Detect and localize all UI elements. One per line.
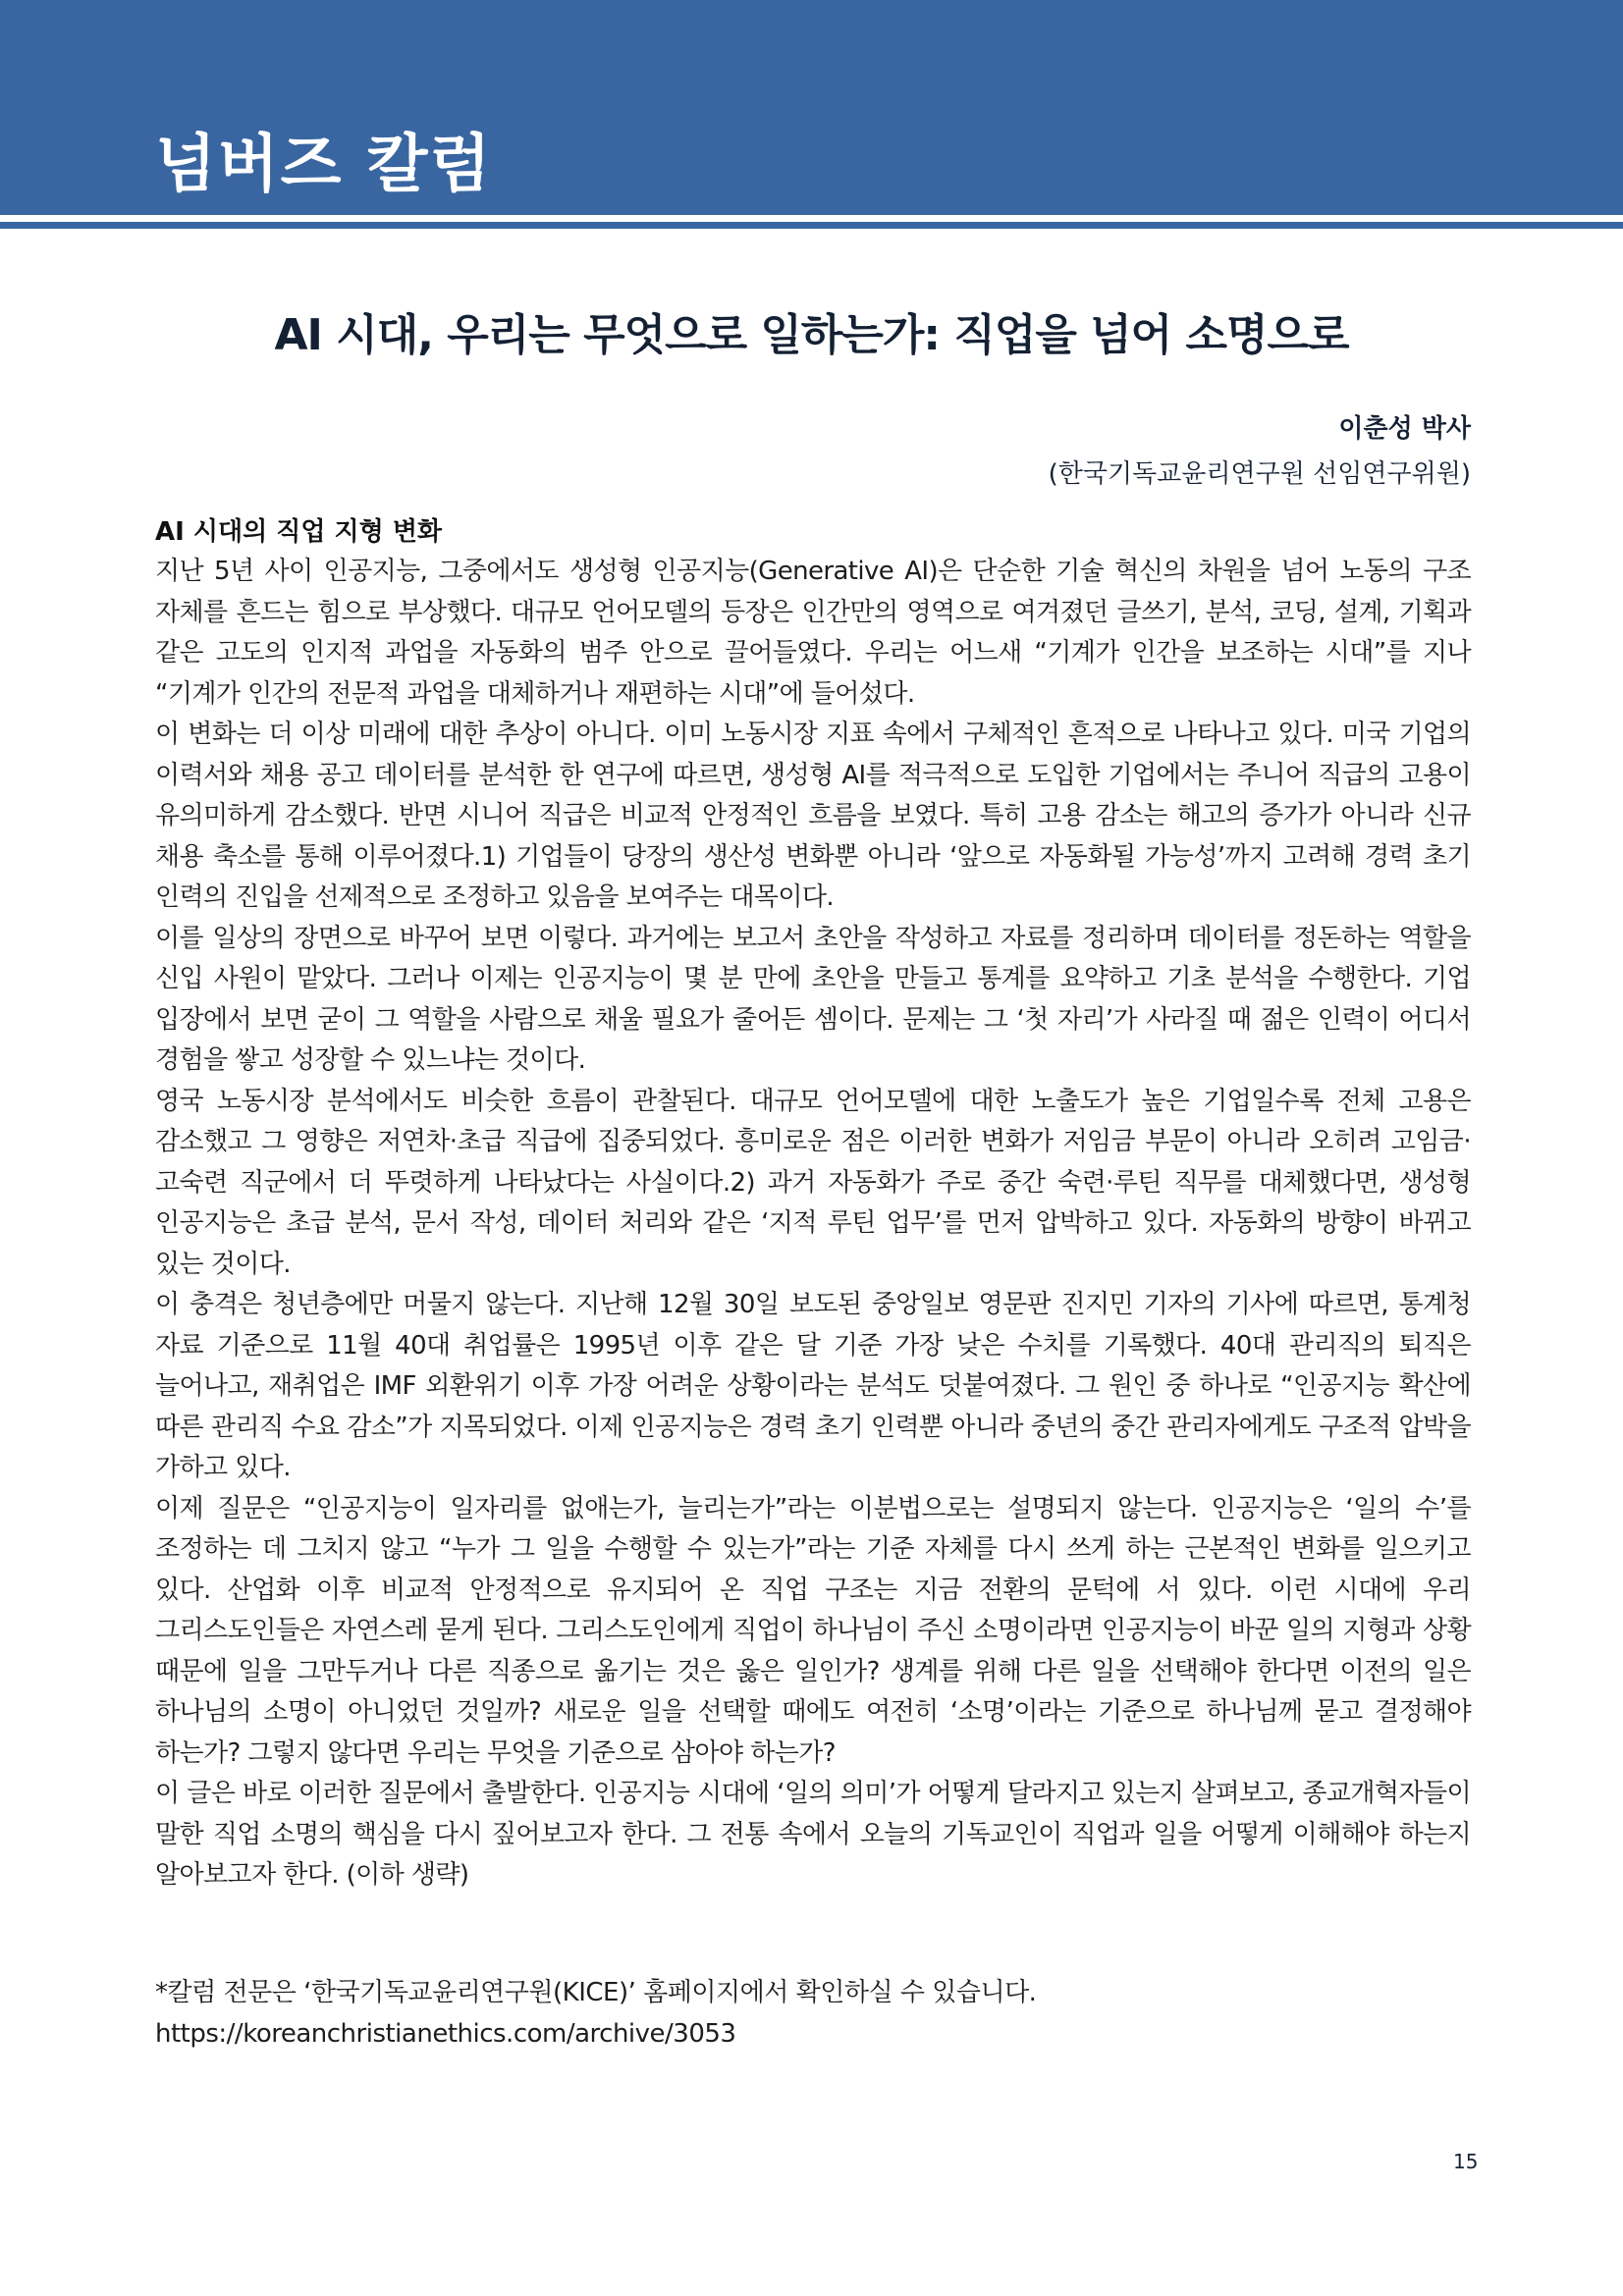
section-label: 넘버즈 칼럼 — [155, 129, 493, 201]
author-affiliation: (한국기독교윤리연구원 선임연구위원) — [1048, 459, 1471, 489]
paragraph: 지난 5년 사이 인공지능, 그중에서도 생성형 인공지능(Generative AI)은 단순한 기술 혁신의 차원을 넘어 노동의 구조 자체를 흔드는 힘으로 부상했다. 대규모 언어모델의 등장은 인간만의 영역으로 여겨졌던 글쓰기, 분석, 코딩, 설계, 기획과 같은 고도의 인지적 과업을 자동화의 범주 안으로 끌어들였다. 우리는 어느새 “기계가 인간을 보조하는 시대”를 지나 “기계가 인간의 전문적 과업을 대체하거나 재편하는 시대”에 들어섰다. — [155, 557, 1471, 709]
archive-link[interactable]: https://koreanchristianethics.com/archive/3053 — [155, 2018, 736, 2049]
article-title: AI 시대, 우리는 무엇으로 일하는가: 직업을 넘어 소명으로 — [274, 310, 1349, 360]
header-band — [0, 0, 1623, 215]
footnote — [155, 1973, 1471, 2055]
paragraph: 이제 질문은 “인공지능이 일자리를 없애는가, 늘리는가”라는 이분법으로는 설명되지 않는다. 인공지능은 ‘일의 수’를 조정하는 데 그치지 않고 “누가 그 일을 수행할 수 있는가”라는 기준 자체를 다시 쓰게 하는 근본적인 변화를 일으키고 있다. 산업화 이후 비교적 안정적으로 유지되어 온 직업 구조는 지금 전환의 문턱에 서 있다. 이런 시대에 우리 그리스도인들은 자연스레 묻게 된다. 그리스도인에게 직업이 하나님이 주신 소명이라면 인공지능이 바꾼 일의 지형과 상황 때문에 일을 그만두거나 다른 직종으로 옮기는 것은 옳은 일인가? 생계를 위해 다른 일을 선택해야 한다면 이전의 일은 하나님의 소명이 아니었던 것일까? 새로운 일을 선택할 때에도 여전히 ‘소명’이라는 기준으로 하나님께 묻고 결정해야 하는가? 그렇지 않다면 우리는 무엇을 기준으로 삼아야 하는가? — [155, 1493, 1471, 1768]
paragraph: 이 글은 바로 이러한 질문에서 출발한다. 인공지능 시대에 ‘일의 의미’가 어떻게 달라지고 있는지 살펴보고, 종교개혁자들이 말한 직업 소명의 핵심을 다시 짚어보고자 한다. 그 전통 속에서 오늘의 기독교인이 직업과 일을 어떻게 이해해야 하는지 알아보고자 한다. (이하 생략) — [155, 1779, 1471, 1890]
section-heading: AI 시대의 직업 지형 변화 — [155, 517, 443, 547]
author-name: 이춘성 박사 — [1338, 414, 1471, 444]
header-divider-stripe — [0, 222, 1623, 229]
paragraph: 이 충격은 청년층에만 머물지 않는다. 지난해 12월 30일 보도된 중앙일보 영문판 진지민 기자의 기사에 따르면, 통계청 자료 기준으로 11월 40대 취업률은 1995년 이후 같은 달 기준 가장 낮은 수치를 기록했다. 40대 관리직의 퇴직은 늘어나고, 재취업은 IMF 외환위기 이후 가장 어려운 상황이라는 분석도 덧붙여졌다. 그 원인 중 하나로 “인공지능 확산에 따른 관리직 수요 감소”가 지목되었다. 이제 인공지능은 경력 초기 인력뿐 아니라 중년의 중간 관리자에게도 구조적 압박을 가하고 있다. — [155, 1290, 1471, 1482]
paragraph: 영국 노동시장 분석에서도 비슷한 흐름이 관찰된다. 대규모 언어모델에 대한 노출도가 높은 기업일수록 전체 고용은 감소했고 그 영향은 저연차·초급 직급에 집중되었다. 흥미로운 점은 이러한 변화가 저임금 부문이 아니라 오히려 고임금·고숙련 직군에서 더 뚜렷하게 나타났다는 사실이다.2) 과거 자동화가 주로 중간 숙련·루틴 직무를 대체했다면, 생성형 인공지능은 초급 분석, 문서 작성, 데이터 처리와 같은 ‘지적 루틴 업무’를 먼저 압박하고 있다. 자동화의 방향이 바뀌고 있는 것이다. — [155, 1086, 1471, 1279]
footnote-text: *칼럼 전문은 ‘한국기독교윤리연구원(KICE)’ 홈페이지에서 확인하실 수 있습니다. — [155, 1978, 1037, 2007]
paragraph: 이를 일상의 장면으로 바꾸어 보면 이렇다. 과거에는 보고서 초안을 작성하고 자료를 정리하며 데이터를 정돈하는 역할을 신입 사원이 맡았다. 그러나 이제는 인공지능이 몇 분 만에 초안을 만들고 통계를 요약하고 기초 분석을 수행한다. 기업 입장에서 보면 굳이 그 역할을 사람으로 채울 필요가 줄어든 셈이다. 문제는 그 ‘첫 자리’가 사라질 때 젊은 인력이 어디서 경험을 쌓고 성장할 수 있느냐는 것이다. — [155, 923, 1471, 1075]
article-body — [155, 512, 1471, 1896]
paragraph: 이 변화는 더 이상 미래에 대한 추상이 아니다. 이미 노동시장 지표 속에서 구체적인 흔적으로 나타나고 있다. 미국 기업의 이력서와 채용 공고 데이터를 분석한 한 연구에 따르면, 생성형 AI를 적극적으로 도입한 기업에서는 주니어 직급의 고용이 유의미하게 감소했다. 반면 시니어 직급은 비교적 안정적인 흐름을 보였다. 특히 고용 감소는 해고의 증가가 아니라 신규 채용 축소를 통해 이루어졌다.1) 기업들이 당장의 생산성 변화뿐 아니라 ‘앞으로 자동화될 가능성’까지 고려해 경력 초기 인력의 진입을 선제적으로 조정하고 있음을 보여주는 대목이다. — [155, 720, 1471, 912]
page-number: 15 — [1453, 2150, 1479, 2173]
